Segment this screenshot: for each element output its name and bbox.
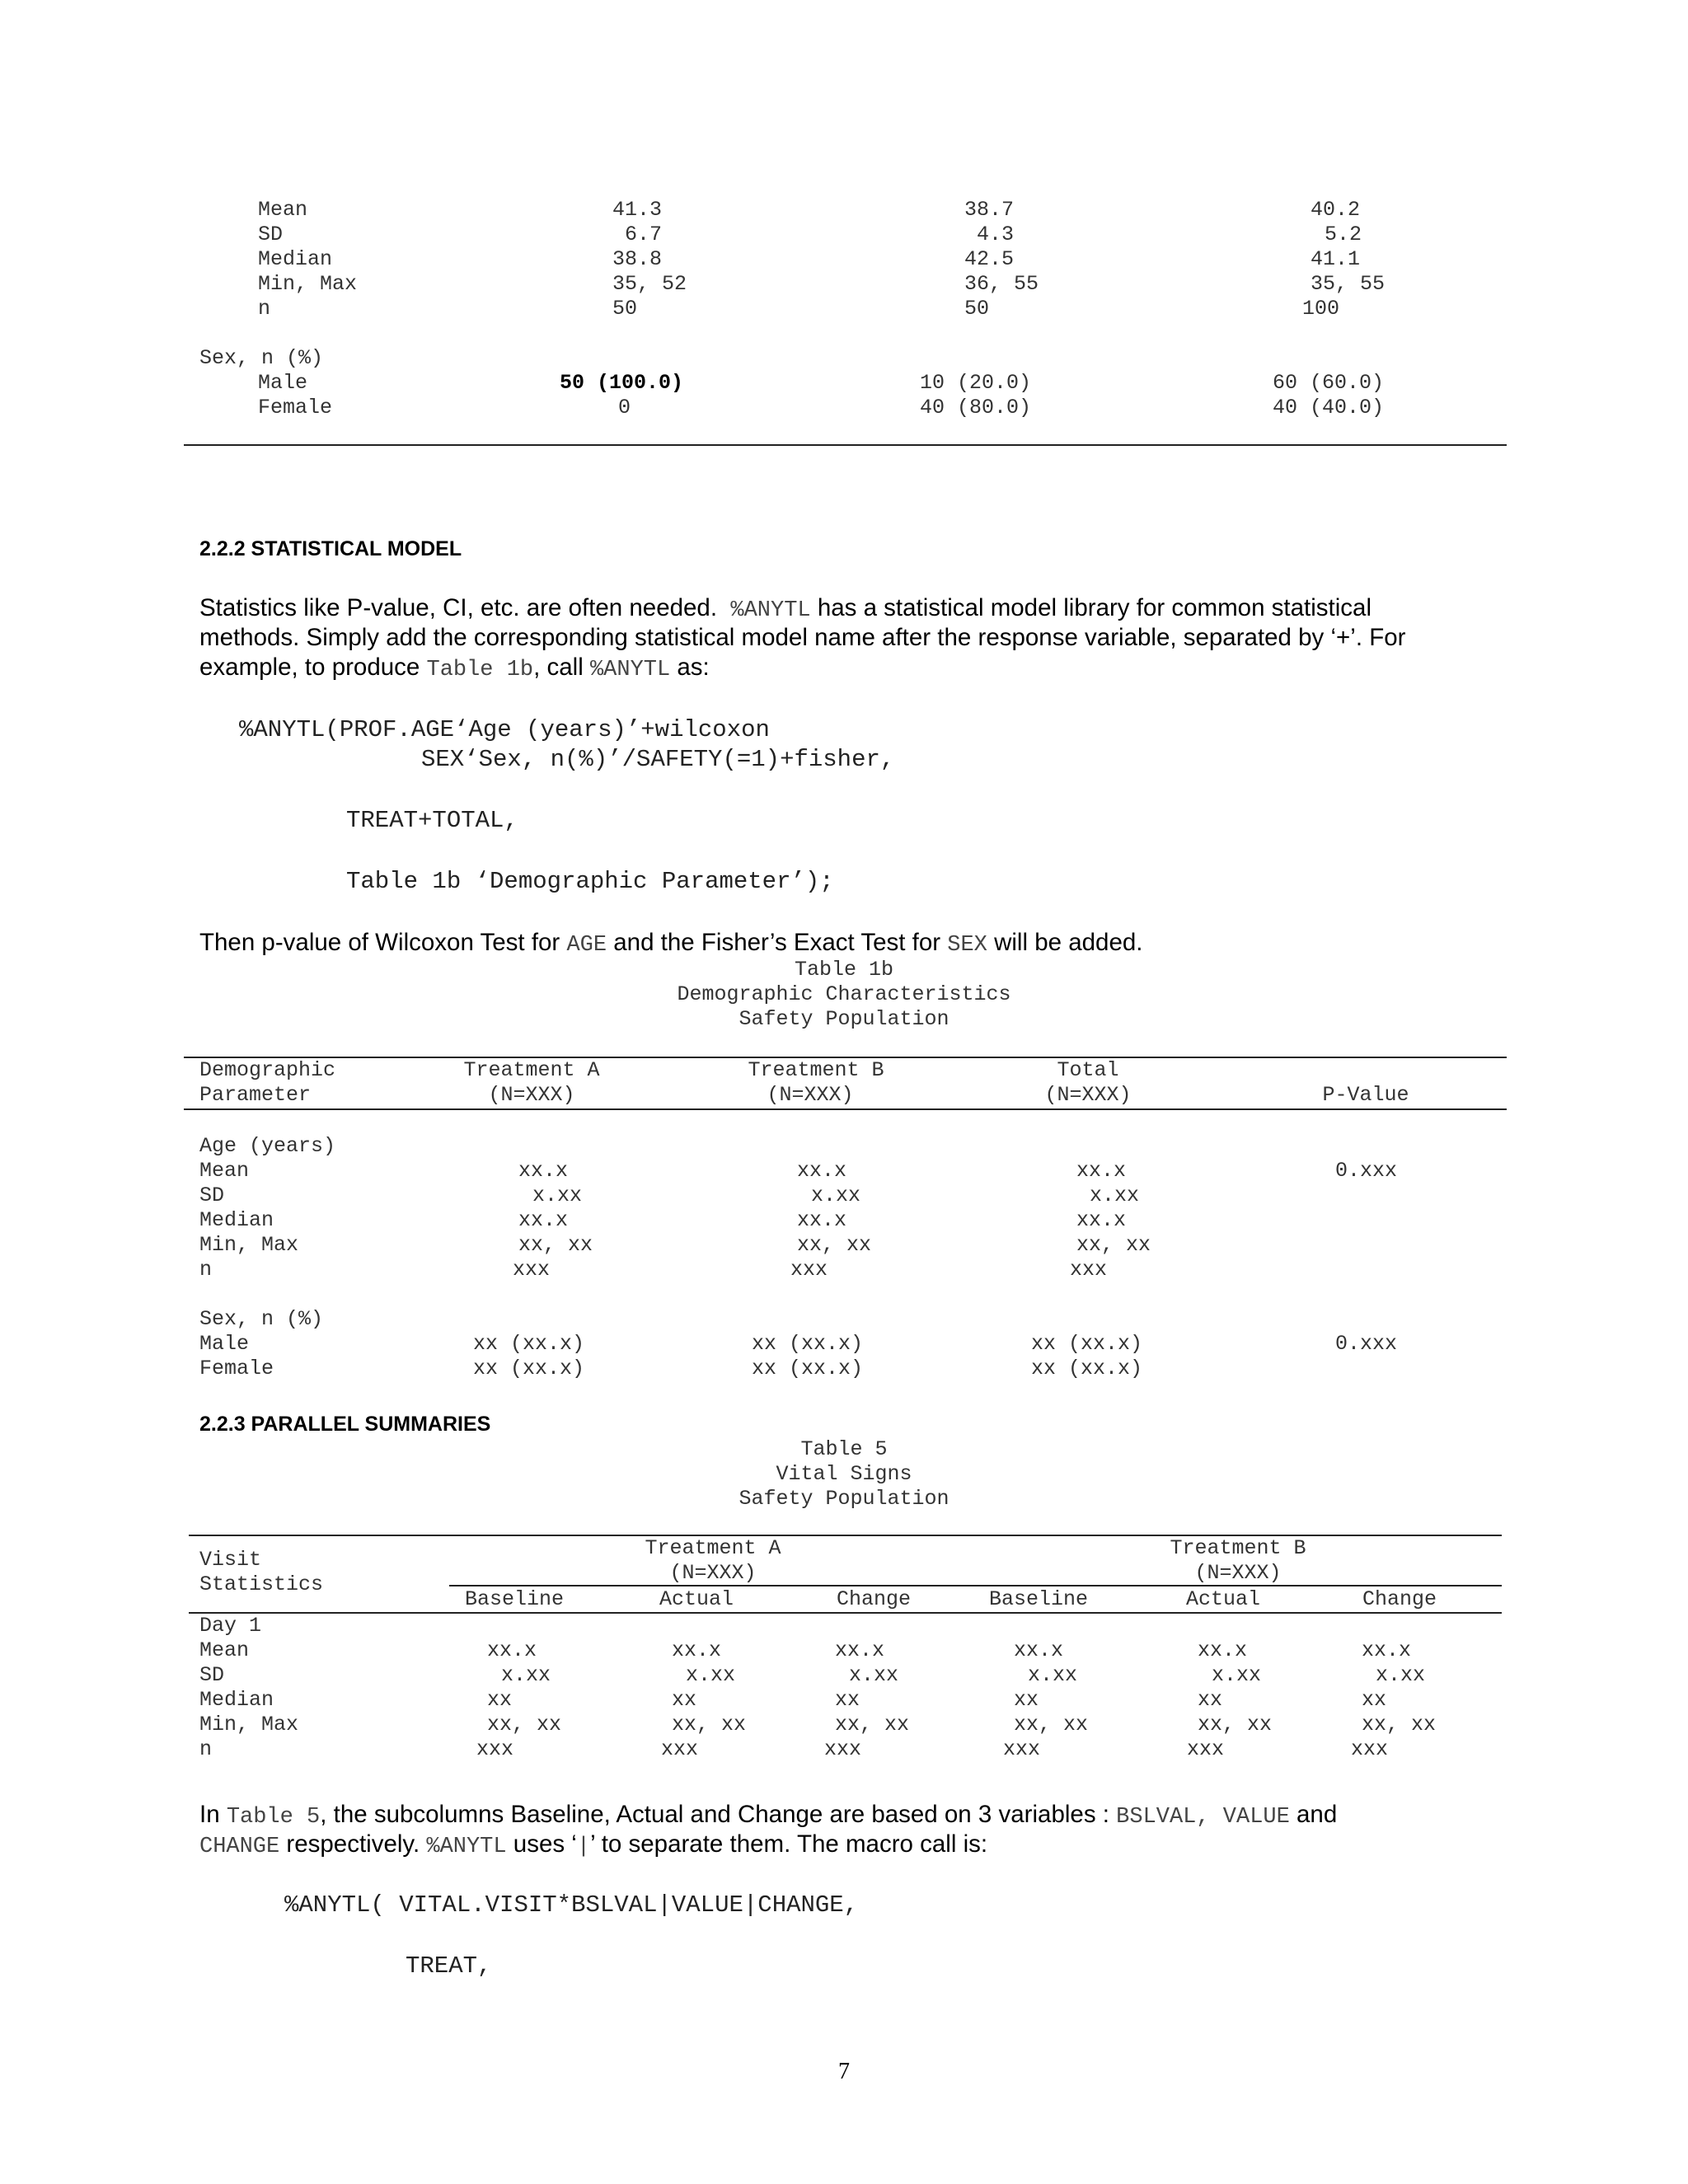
cell-treatment-a: 6.7 bbox=[625, 223, 663, 246]
code-line: %ANYTL( VITAL.VISIT*BSLVAL|VALUE|CHANGE, bbox=[284, 1891, 859, 1919]
column-group-header: Treatment B bbox=[1170, 1536, 1306, 1560]
inline-code: AGE bbox=[566, 933, 607, 958]
table-cell: x.xx bbox=[1376, 1663, 1426, 1687]
cell-total: 100 bbox=[1302, 297, 1340, 321]
table-subtitle: Vital Signs bbox=[776, 1462, 912, 1486]
text: Statistics like P-value, CI, etc. are often needed. bbox=[199, 594, 731, 621]
table-cell: xxx bbox=[1351, 1737, 1389, 1761]
inline-code: CHANGE bbox=[199, 1835, 280, 1859]
cell-total: xx (xx.x) bbox=[1031, 1357, 1143, 1380]
cell-total: 40 (40.0) bbox=[1273, 396, 1385, 419]
text: Then p-value of Wilcoxon Test for bbox=[199, 929, 567, 956]
table-cell: x.xx bbox=[1212, 1663, 1262, 1687]
column-header: Visit bbox=[199, 1548, 262, 1572]
cell-p-value: 0.xxx bbox=[1335, 1332, 1398, 1356]
text: ’ to separate them. The macro call is: bbox=[590, 1830, 988, 1858]
cell-treatment-a: 41.3 bbox=[612, 198, 663, 222]
table-cell: xx bbox=[1198, 1688, 1223, 1712]
table-cell: xxx bbox=[1003, 1737, 1041, 1761]
cell-total: 41.1 bbox=[1311, 247, 1361, 271]
cell-total: xx.x bbox=[1076, 1208, 1127, 1232]
table-cell: x.xx bbox=[1028, 1663, 1078, 1687]
row-label: Mean bbox=[199, 1638, 250, 1662]
cell-treatment-b: 42.5 bbox=[964, 247, 1015, 271]
text: , the subcolumns Baseline, Actual and Change are based on 3 variables : bbox=[320, 1801, 1117, 1828]
table-cell: xx.x bbox=[487, 1638, 537, 1662]
table-subtitle: Demographic Characteristics bbox=[677, 982, 1011, 1006]
column-header: Treatment A bbox=[463, 1058, 600, 1082]
cell-treatment-a: 50 bbox=[612, 297, 638, 321]
table-bottom-rule bbox=[184, 444, 1507, 446]
table-cell: xx.x bbox=[672, 1638, 722, 1662]
table-cell: x.xx bbox=[686, 1663, 736, 1687]
text: example, to produce bbox=[199, 654, 427, 681]
inline-code: Table 1b bbox=[426, 658, 534, 682]
cell-total: xx.x bbox=[1076, 1159, 1127, 1183]
code-line: TREAT+TOTAL, bbox=[346, 807, 518, 834]
section-label: Sex, n (%) bbox=[199, 346, 324, 370]
row-label: SD bbox=[199, 1183, 225, 1207]
table-cell: xxx bbox=[824, 1737, 862, 1761]
text: In bbox=[199, 1801, 227, 1828]
table-cell: xx bbox=[1362, 1688, 1387, 1712]
row-label: SD bbox=[199, 1663, 225, 1687]
cell-treatment-a: xx (xx.x) bbox=[473, 1332, 585, 1356]
column-header: Treatment B bbox=[748, 1058, 884, 1082]
code-line: SEX‘Sex, n(%)’/SAFETY(=1)+fisher, bbox=[421, 746, 895, 773]
cell-treatment-a: xx.x bbox=[518, 1208, 569, 1232]
cell-treatment-b: 4.3 bbox=[977, 223, 1015, 246]
cell-treatment-b: xx, xx bbox=[797, 1233, 872, 1257]
table-cell: xx, xx bbox=[835, 1713, 910, 1736]
cell-treatment-a: xx.x bbox=[518, 1159, 569, 1183]
subcolumn-header: Change bbox=[836, 1587, 911, 1611]
section-label: Age (years) bbox=[199, 1134, 336, 1158]
table-title: Table 5 bbox=[800, 1437, 888, 1461]
inline-code: SEX bbox=[947, 933, 987, 958]
table-cell: xx, xx bbox=[1014, 1713, 1089, 1736]
table-cell: xx bbox=[487, 1688, 513, 1712]
table-cell: x.xx bbox=[849, 1663, 899, 1687]
text: and the Fisher’s Exact Test for bbox=[607, 929, 948, 956]
cell-treatment-a: 38.8 bbox=[612, 247, 663, 271]
cell-total: xx, xx bbox=[1076, 1233, 1151, 1257]
section-heading: 2.2.3 PARALLEL SUMMARIES bbox=[199, 1413, 491, 1436]
cell-total: xx (xx.x) bbox=[1031, 1332, 1143, 1356]
row-label: Median bbox=[199, 1688, 274, 1712]
table-cell: xx.x bbox=[1198, 1638, 1248, 1662]
row-label: n bbox=[199, 1258, 213, 1282]
header-bottom-rule bbox=[189, 1612, 1502, 1614]
row-label: Male bbox=[199, 1332, 250, 1356]
paragraph-line bbox=[199, 593, 1372, 626]
cell-total: 60 (60.0) bbox=[1273, 371, 1385, 395]
cell-total: 5.2 bbox=[1325, 223, 1362, 246]
paragraph-line bbox=[199, 928, 1142, 960]
row-label: Mean bbox=[258, 198, 308, 222]
table-cell: xxx bbox=[1187, 1737, 1225, 1761]
cell-treatment-b: 38.7 bbox=[964, 198, 1015, 222]
paragraph-line bbox=[199, 1830, 987, 1862]
table-population: Safety Population bbox=[738, 1487, 950, 1511]
row-label: Median bbox=[199, 1208, 274, 1232]
code-line: TREAT, bbox=[406, 1952, 492, 1980]
subcolumn-header: Baseline bbox=[464, 1587, 565, 1611]
cell-treatment-b: xx (xx.x) bbox=[752, 1332, 864, 1356]
paragraph-line bbox=[199, 653, 710, 685]
cell-p-value: 0.xxx bbox=[1335, 1159, 1398, 1183]
table-cell: x.xx bbox=[501, 1663, 551, 1687]
table-cell: xx, xx bbox=[672, 1713, 747, 1736]
table-cell: xx.x bbox=[835, 1638, 885, 1662]
table-cell: xx bbox=[835, 1688, 860, 1712]
cell-treatment-b: 36, 55 bbox=[964, 272, 1039, 296]
paragraph-line bbox=[199, 1800, 1337, 1832]
inline-code: %ANYTL bbox=[426, 1835, 507, 1859]
cell-total: 35, 55 bbox=[1311, 272, 1386, 296]
column-group-header: Treatment A bbox=[645, 1536, 781, 1560]
text: , call bbox=[533, 654, 590, 681]
table-population: Safety Population bbox=[738, 1007, 950, 1031]
column-header: Parameter bbox=[199, 1083, 312, 1107]
text: as: bbox=[670, 654, 710, 681]
cell-treatment-b: 40 (80.0) bbox=[920, 396, 1032, 419]
column-header: P-Value bbox=[1322, 1083, 1409, 1107]
table-cell: xx, xx bbox=[1198, 1713, 1273, 1736]
table-title: Table 1b bbox=[794, 958, 894, 982]
text: will be added. bbox=[987, 929, 1143, 956]
row-label: Min, Max bbox=[258, 272, 358, 296]
table-cell: xxx bbox=[476, 1737, 514, 1761]
cell-treatment-a: 0 bbox=[618, 396, 631, 419]
cell-treatment-a: 35, 52 bbox=[612, 272, 687, 296]
inline-code: %ANYTL bbox=[589, 658, 671, 682]
row-label: Female bbox=[199, 1357, 274, 1380]
table-cell: xx, xx bbox=[487, 1713, 562, 1736]
section-heading: 2.2.2 STATISTICAL MODEL bbox=[199, 537, 462, 560]
row-label: Male bbox=[258, 371, 308, 395]
column-header: Demographic bbox=[199, 1058, 336, 1082]
row-label: Min, Max bbox=[199, 1233, 299, 1257]
cell-treatment-b: xx (xx.x) bbox=[752, 1357, 864, 1380]
cell-treatment-b: xxx bbox=[790, 1258, 828, 1282]
cell-treatment-a: xx, xx bbox=[518, 1233, 593, 1257]
text: has a statistical model library for common statistical bbox=[810, 594, 1372, 621]
inline-code: BSLVAL, VALUE bbox=[1116, 1805, 1290, 1830]
table-cell: xx bbox=[672, 1688, 697, 1712]
column-group-header: (N=XXX) bbox=[1194, 1561, 1282, 1585]
paragraph-line: methods. Simply add the corresponding statistical model name after the response variable, separated by ‘+’. For bbox=[199, 624, 1406, 651]
table-cell: xx.x bbox=[1014, 1638, 1064, 1662]
code-line: Table 1b ‘Demographic Parameter’); bbox=[346, 868, 834, 895]
page-number: 7 bbox=[838, 2059, 850, 2084]
cell-treatment-b: xx.x bbox=[797, 1159, 847, 1183]
inline-code: Table 5 bbox=[226, 1805, 321, 1830]
text: respectively. bbox=[279, 1830, 427, 1858]
row-label: n bbox=[199, 1737, 213, 1761]
row-label: Mean bbox=[199, 1159, 250, 1183]
text: uses ‘ bbox=[506, 1830, 577, 1858]
row-label: SD bbox=[258, 223, 284, 246]
group-header-rule bbox=[449, 1585, 1502, 1586]
column-header: (N=XXX) bbox=[488, 1083, 575, 1107]
column-header: Statistics bbox=[199, 1572, 324, 1596]
visit-label: Day 1 bbox=[199, 1614, 262, 1638]
code-line: %ANYTL(PROF.AGE‘Age (years)’+wilcoxon bbox=[239, 716, 770, 743]
cell-treatment-b: 10 (20.0) bbox=[920, 371, 1032, 395]
row-label: Female bbox=[258, 396, 333, 419]
cell-treatment-a: 50 (100.0) bbox=[560, 371, 684, 395]
row-label: Median bbox=[258, 247, 333, 271]
subcolumn-header: Baseline bbox=[988, 1587, 1089, 1611]
subcolumn-header: Actual bbox=[1185, 1587, 1260, 1611]
cell-treatment-b: 50 bbox=[964, 297, 990, 321]
section-label: Sex, n (%) bbox=[199, 1307, 324, 1331]
row-label: Min, Max bbox=[199, 1713, 299, 1736]
table-cell: xx bbox=[1014, 1688, 1039, 1712]
inline-code: %ANYTL bbox=[730, 598, 811, 623]
row-label: n bbox=[258, 297, 271, 321]
cell-treatment-a: x.xx bbox=[532, 1183, 583, 1207]
table-cell: xxx bbox=[661, 1737, 699, 1761]
cell-treatment-b: x.xx bbox=[811, 1183, 861, 1207]
header-bottom-rule bbox=[184, 1108, 1507, 1110]
cell-total: xxx bbox=[1070, 1258, 1108, 1282]
column-header: (N=XXX) bbox=[1044, 1083, 1132, 1107]
cell-treatment-b: xx.x bbox=[797, 1208, 847, 1232]
cell-total: x.xx bbox=[1090, 1183, 1140, 1207]
table-cell: xx.x bbox=[1362, 1638, 1412, 1662]
column-header: (N=XXX) bbox=[767, 1083, 854, 1107]
text: and bbox=[1289, 1801, 1338, 1828]
cell-treatment-a: xxx bbox=[513, 1258, 551, 1282]
table-cell: xx, xx bbox=[1362, 1713, 1437, 1736]
column-group-header: (N=XXX) bbox=[669, 1561, 757, 1585]
column-header: Total bbox=[1057, 1058, 1119, 1082]
inline-code: | bbox=[576, 1835, 591, 1859]
cell-treatment-a: xx (xx.x) bbox=[473, 1357, 585, 1380]
subcolumn-header: Change bbox=[1362, 1587, 1437, 1611]
subcolumn-header: Actual bbox=[659, 1587, 734, 1611]
cell-total: 40.2 bbox=[1311, 198, 1361, 222]
